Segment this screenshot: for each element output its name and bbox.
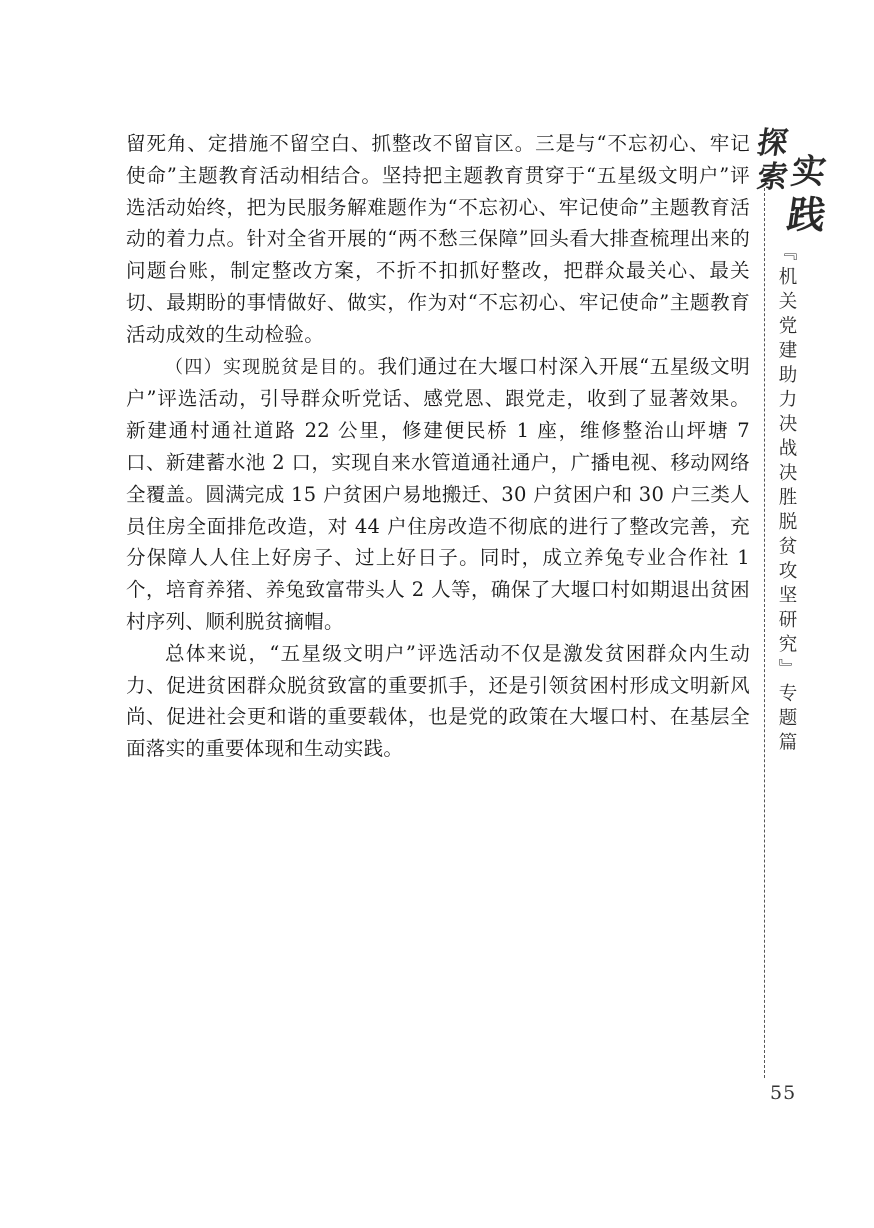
logo-char-1: 探 xyxy=(755,126,790,161)
section-logo xyxy=(755,118,830,237)
page-number: 55 xyxy=(770,1082,797,1104)
logo-char-4: 践 xyxy=(784,192,829,237)
paragraph-2 xyxy=(126,351,750,638)
paragraph-2-body: 我们通过在大堰口村深入开展“五星级文明户”评选活动，引导群众听党话、感党恩、跟党走，收到了显著效果。新建通村通社道路 22 公里，修建便民桥 1 座，维修整治山坪塘 7 口、新建蓄水池 2 口，实现自来水管道通社通户，广播电视、移动网络全覆盖。圆满完成 15 户贫困户易地搬迁、30 户贫困户和 30 户三类人员住房全面排危改造，对 44 户住房改造不彻底的进行了整改完善，充分保障人人住上好房子、过上好日子。同时，成立养兔专业合作社 1 个，培育养猪、养兔致富带头人 2 人等，确保了大堰口村如期退出贫困村序列、顺利脱贫摘帽。 xyxy=(126,354,751,633)
section-side-title: 『机关党建助力决战决胜脱贫攻坚研究』专题篇 xyxy=(776,242,797,757)
section-subheading: （四）实现脱贫是目的。 xyxy=(165,356,378,378)
paragraph-1: 留死角、定措施不留空白、抓整改不留盲区。三是与“不忘初心、牢记使命”主题教育活动相结合。坚持把主题教育贯穿于“五星级文明户”评选活动始终，把为民服务解难题作为“不忘初心、牢记使命”主题教育活动的着力点。针对全省开展的“两不愁三保障”回头看大排查梳理出来的问题台账，制定整改方案，不折不扣抓好整改，把群众最关心、最关切、最期盼的事情做好、做实，作为对“不忘初心、牢记使命”主题教育活动成效的生动检验。 xyxy=(126,132,750,346)
margin-dashed-rule xyxy=(764,188,765,1078)
paragraph-3: 总体来说，“五星级文明户”评选活动不仅是激发贫困群众内生动力、促进贫困群众脱贫致富的重要抓手，还是引领贫困村形成文明新风尚、促进社会更和谐的重要载体，也是党的政策在大堰口村、在基层全面落实的重要体现和生动实践。 xyxy=(126,641,750,761)
logo-char-2: 索 xyxy=(755,160,790,195)
body-text xyxy=(126,128,750,765)
logo-char-3: 实 xyxy=(788,152,829,192)
